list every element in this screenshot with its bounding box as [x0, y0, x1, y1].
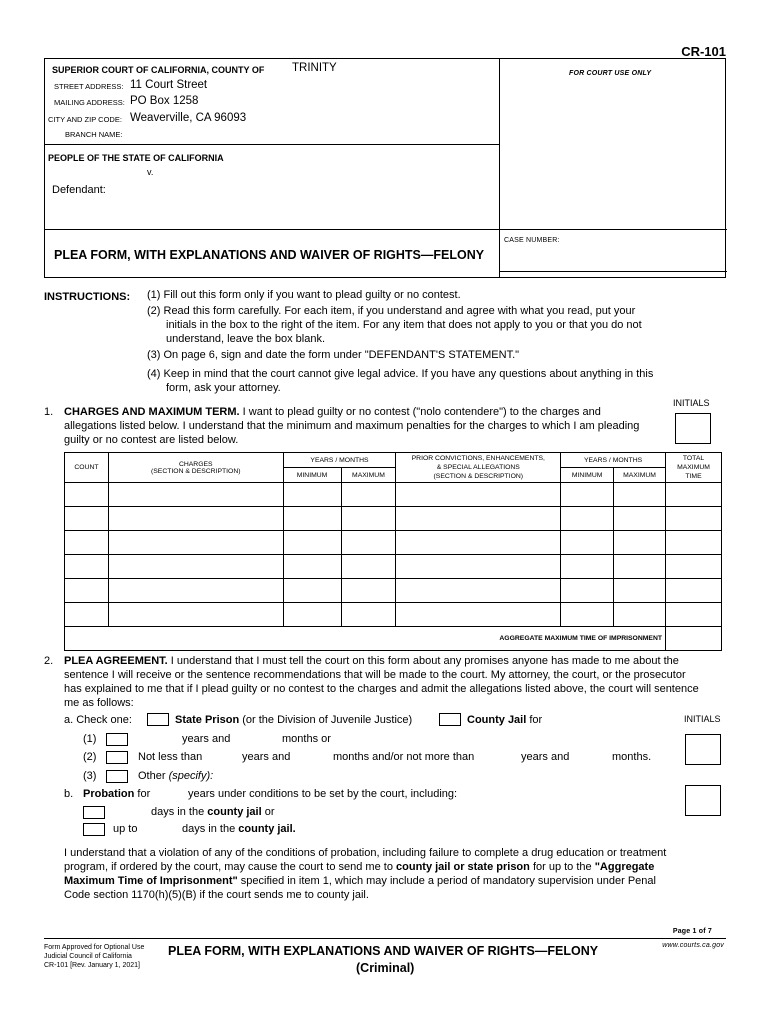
item1-line2: allegations listed below. I understand that the minimum and maximum penalties for the charges to which I am pleading	[64, 420, 640, 432]
footer-subtitle: (Criminal)	[356, 961, 415, 975]
instruction-4b: form, ask your attorney.	[166, 382, 281, 394]
option-1-years: years and	[182, 733, 231, 745]
city-field[interactable]: Weaverville, CA 96093	[130, 112, 247, 124]
footer-approved	[44, 943, 144, 970]
violation-line2a: program, if ordered by the court, may cause the court to send me to	[64, 861, 393, 873]
violation-line4: Code section 1170(h)(5)(B) if the court sends me to county jail.	[64, 889, 369, 901]
table-row	[65, 483, 722, 507]
item2-heading: PLEA AGREEMENT.	[64, 655, 168, 667]
case-number-field[interactable]	[500, 250, 722, 274]
option-3-label: (3)	[83, 770, 97, 782]
specify-label: (specify):	[168, 770, 214, 782]
mailing-field[interactable]: PO Box 1258	[130, 95, 199, 107]
item2-line4: me as follows:	[64, 697, 134, 709]
col-minimum-2: MINIMUM	[561, 468, 614, 483]
violation-line1: I understand that a violation of any of the conditions of probation, including failure to complete a drug education or treatment	[64, 847, 667, 859]
violation-line2d: "Aggregate	[594, 861, 655, 873]
footer-title: PLEA FORM, WITH EXPLANATIONS AND WAIVER OF RIGHTS—FELONY	[168, 944, 599, 958]
initials-box-2b[interactable]	[685, 785, 721, 816]
county-jail-text	[467, 713, 542, 728]
item2-number: 2.	[44, 655, 54, 667]
item2-line2: sentence I will receive or the sentence recommendations that will be made to the court. My attorney, the court, or the prosecutor	[64, 669, 686, 681]
table-row	[65, 603, 722, 627]
option-1-checkbox[interactable]	[106, 733, 128, 746]
defendant-label: Defendant:	[52, 184, 106, 196]
probation-text	[83, 787, 150, 802]
court-use-label: FOR COURT USE ONLY	[569, 70, 652, 77]
form-number: CR-101	[681, 44, 726, 59]
charges-table	[64, 452, 722, 651]
initials-box-1[interactable]	[675, 413, 711, 444]
or-label: or	[264, 806, 275, 818]
instruction-2c: understand, leave the box blank.	[166, 333, 326, 345]
days-in-label: days in the	[151, 806, 205, 818]
other-label: Other	[138, 770, 166, 782]
county-jail-checkbox[interactable]	[439, 713, 461, 726]
table-row	[65, 507, 722, 531]
probation-label: Probation	[83, 788, 135, 800]
county-jail-label: County Jail	[467, 714, 527, 726]
item1-line3: guilty or no contest are listed below.	[64, 434, 239, 446]
option-2-checkbox[interactable]	[106, 751, 128, 764]
county-field[interactable]: TRINITY	[292, 62, 337, 74]
probation-b-label: b.	[64, 788, 74, 800]
aggregate-label: AGGREGATE MAXIMUM TIME OF IMPRISONMENT	[65, 627, 666, 651]
col-years-months-2: YEARS / MONTHS	[561, 453, 666, 468]
footer-approved-3: CR-101 [Rev. January 1, 2021]	[44, 962, 140, 969]
violation-line3a: Maximum Time of Imprisonment"	[64, 875, 238, 887]
aggregate-field[interactable]	[666, 627, 722, 651]
court-label: SUPERIOR COURT OF CALIFORNIA, COUNTY OF	[52, 65, 265, 75]
check-one-label: a. Check one:	[64, 714, 132, 726]
col-minimum: MINIMUM	[283, 468, 341, 483]
county-jail-b-label: county jail	[207, 806, 262, 818]
street-label: STREET ADDRESS:	[54, 82, 124, 91]
option-2-months: months and/or not more than	[333, 751, 475, 763]
footer-approved-2: Judicial Council of California	[44, 953, 132, 960]
option-1-months: months or	[282, 733, 331, 745]
violation-line2c: for up to the	[532, 861, 592, 873]
item1-number: 1.	[44, 406, 54, 418]
instruction-2b: initials in the box to the right of the item. For any item that does not apply to you or that you do not	[166, 319, 642, 331]
violation-line3	[64, 874, 656, 889]
col-maximum-2: MAXIMUM	[614, 468, 666, 483]
instruction-1: (1) Fill out this form only if you want to plead guilty or no contest.	[147, 289, 461, 301]
instruction-3: (3) On page 6, sign and date the form under "DEFENDANT'S STATEMENT."	[147, 349, 520, 361]
footer-divider	[44, 938, 726, 939]
probation-for: for	[137, 788, 151, 800]
option-3-checkbox[interactable]	[106, 770, 128, 783]
violation-line3b: specified in item 1, which may include a period of mandatory supervision under Penal	[240, 875, 656, 887]
versus-label: v.	[147, 167, 154, 177]
jail-days-checkbox[interactable]	[83, 806, 105, 819]
other-text	[138, 769, 213, 784]
table-row	[65, 579, 722, 603]
instruction-2a: (2) Read this form carefully. For each item, if you understand and agree with what you read, put your	[147, 305, 636, 317]
col-maximum: MAXIMUM	[341, 468, 396, 483]
col-count: COUNT	[65, 453, 109, 483]
table-row	[65, 555, 722, 579]
option-2-months-b: months.	[612, 751, 652, 763]
item1-line1: I want to plead guilty or no contest ("nolo contendere") to the charges and	[242, 406, 601, 418]
state-prison-label: State Prison	[175, 714, 240, 726]
county-jail-c-label: county jail.	[238, 823, 296, 835]
option-1-label: (1)	[83, 733, 97, 745]
state-prison-note: (or the Division of Juvenile Justice)	[242, 714, 413, 726]
violation-line2b: county jail or state prison	[396, 861, 530, 873]
col-total: TOTAL MAXIMUM TIME	[666, 453, 722, 483]
branch-label: BRANCH NAME:	[65, 130, 123, 139]
not-less-label: Not less than	[138, 751, 203, 763]
initials-label-2: INITIALS	[684, 714, 721, 724]
instructions-label: INSTRUCTIONS:	[44, 291, 131, 303]
instruction-4a: (4) Keep in mind that the court cannot give legal advice. If you have any questions about anything in this	[147, 368, 654, 380]
people-label: PEOPLE OF THE STATE OF CALIFORNIA	[48, 153, 224, 163]
initials-label-1: INITIALS	[673, 398, 710, 408]
up-to-label: up to	[113, 823, 138, 835]
page-number: Page 1 of 7	[672, 928, 712, 935]
option-2-years: years and	[242, 751, 291, 763]
item1-heading: CHARGES AND MAXIMUM TERM.	[64, 406, 240, 418]
up-to-days-text	[182, 822, 296, 837]
footer-website[interactable]: www.courts.ca.gov	[662, 942, 724, 949]
form-title: PLEA FORM, WITH EXPLANATIONS AND WAIVER OF RIGHTS—FELONY	[54, 248, 485, 262]
item2-line1: I understand that I must tell the court on this form about any promises anyone has made to me about the	[170, 655, 679, 667]
option-2-label: (2)	[83, 751, 97, 763]
option-2-years-b: years and	[521, 751, 570, 763]
item1-text-line1	[64, 405, 601, 420]
item2-line3: has explained to me that if I plead guilty or no contest to the charges and admit the allegations listed above, the court will sentence	[64, 683, 699, 695]
county-jail-for: for	[529, 714, 543, 726]
up-to-checkbox[interactable]	[83, 823, 105, 836]
violation-line2	[64, 860, 654, 875]
table-row	[65, 531, 722, 555]
state-prison-checkbox[interactable]	[147, 713, 169, 726]
jail-days-text	[151, 805, 275, 820]
footer-approved-1: Form Approved for Optional Use	[44, 944, 145, 951]
col-prior: PRIOR CONVICTIONS, ENHANCEMENTS, & SPECIAL ALLEGATIONS (SECTION & DESCRIPTION)	[396, 453, 561, 483]
initials-box-2a[interactable]	[685, 734, 721, 765]
city-label: CITY AND ZIP CODE:	[48, 115, 122, 124]
days-in-label-2: days in the	[182, 823, 236, 835]
col-charges: CHARGES (SECTION & DESCRIPTION)	[108, 453, 283, 483]
state-prison-text	[175, 713, 412, 728]
case-number-label: CASE NUMBER:	[504, 237, 560, 244]
col-years-months: YEARS / MONTHS	[283, 453, 396, 468]
mailing-label: MAILING ADDRESS:	[54, 98, 125, 107]
item2-text-line1	[64, 654, 679, 669]
street-field[interactable]: 11 Court Street	[130, 79, 208, 91]
probation-years: years under conditions to be set by the court, including:	[188, 788, 458, 800]
